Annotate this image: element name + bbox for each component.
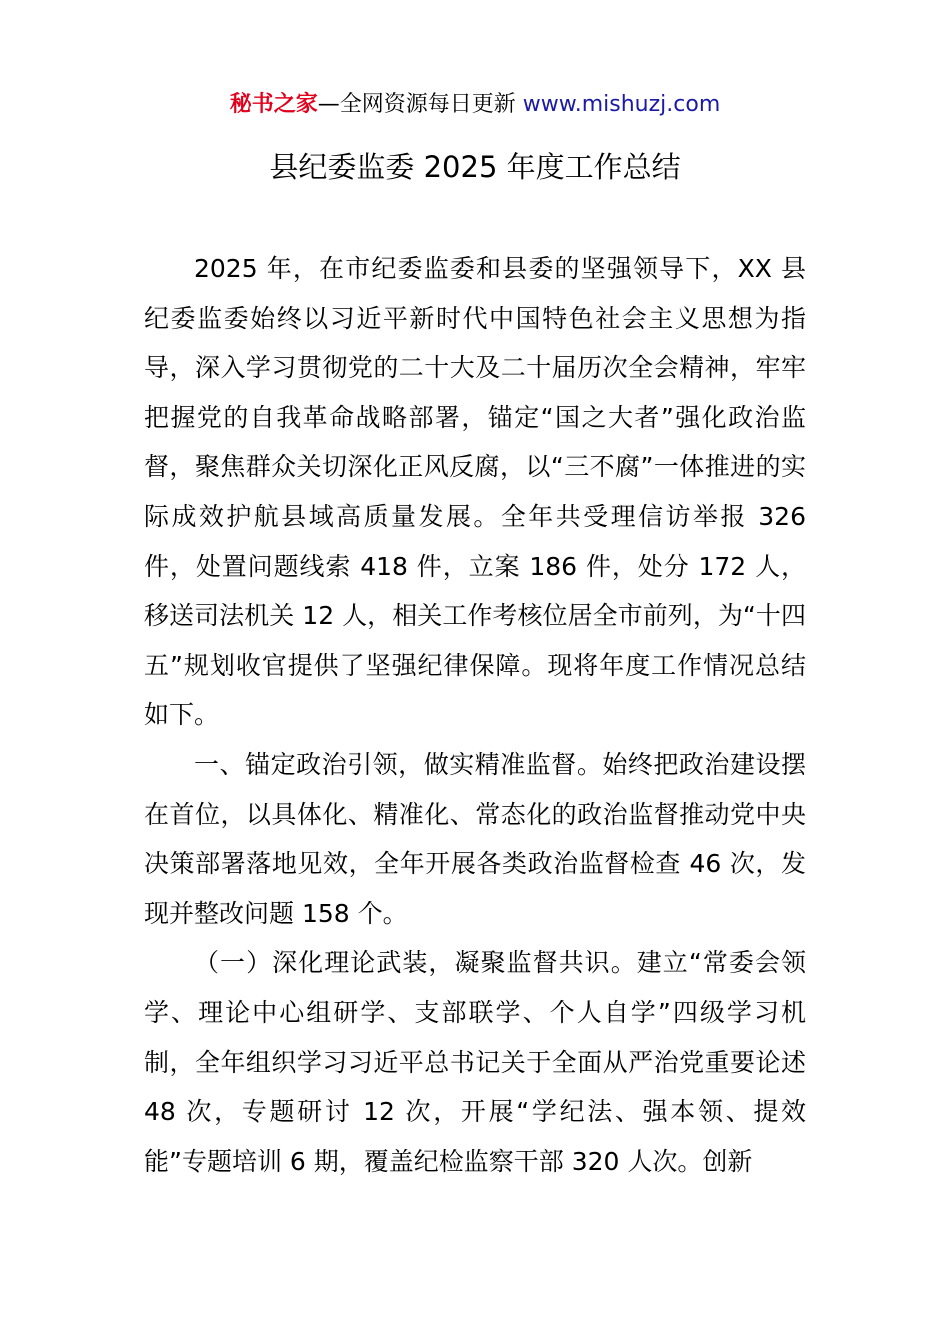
paragraph-section-1: 一、锚定政治引领，做实精准监督。始终把政治建设摆在首位，以具体化、精准化、常态化的政治监督推动党中央决策部署落地见效，全年开展各类政治监督检查 46 次，发现并整改问题 158 个。 <box>144 749 806 928</box>
brand-name: 秘书之家 <box>229 92 318 117</box>
brand-slogan: —全网资源每日更新 <box>317 92 523 117</box>
site-url[interactable]: www.mishuzj.com <box>522 92 721 117</box>
document-body <box>144 244 806 1186</box>
paragraph-intro: 2025 年，在市纪委监委和县委的坚强领导下，XX 县纪委监委始终以习近平新时代中国特色社会主义思想为指导，深入学习贯彻党的二十大及二十届历次全会精神，牢牢把握党的自我革命战略部署，锚定“国之大者”强化政治监督，聚焦群众关切深化正风反腐，以“三不腐”一体推进的实际成效护航县域高质量发展。全年共受理信访举报 326 件，处置问题线索 418 件，立案 186 件，处分 172 人，移送司法机关 12 人，相关工作考核位居全市前列，为“十四五”规划收官提供了坚强纪律保障。现将年度工作情况总结如下。 <box>144 254 806 730</box>
site-header <box>0 88 950 122</box>
paragraph-subsection-1-1: （一）深化理论武装，凝聚监督共识。建立“常委会领学、理论中心组研学、支部联学、个人自学”四级学习机制，全年组织学习习近平总书记关于全面从严治党重要论述 48 次，专题研讨 12 次，开展“学纪法、强本领、提效能”专题培训 6 期，覆盖纪检监察干部 320 人次。创新 <box>144 948 806 1176</box>
document-title: 县纪委监委 2025 年度工作总结 <box>269 150 681 184</box>
